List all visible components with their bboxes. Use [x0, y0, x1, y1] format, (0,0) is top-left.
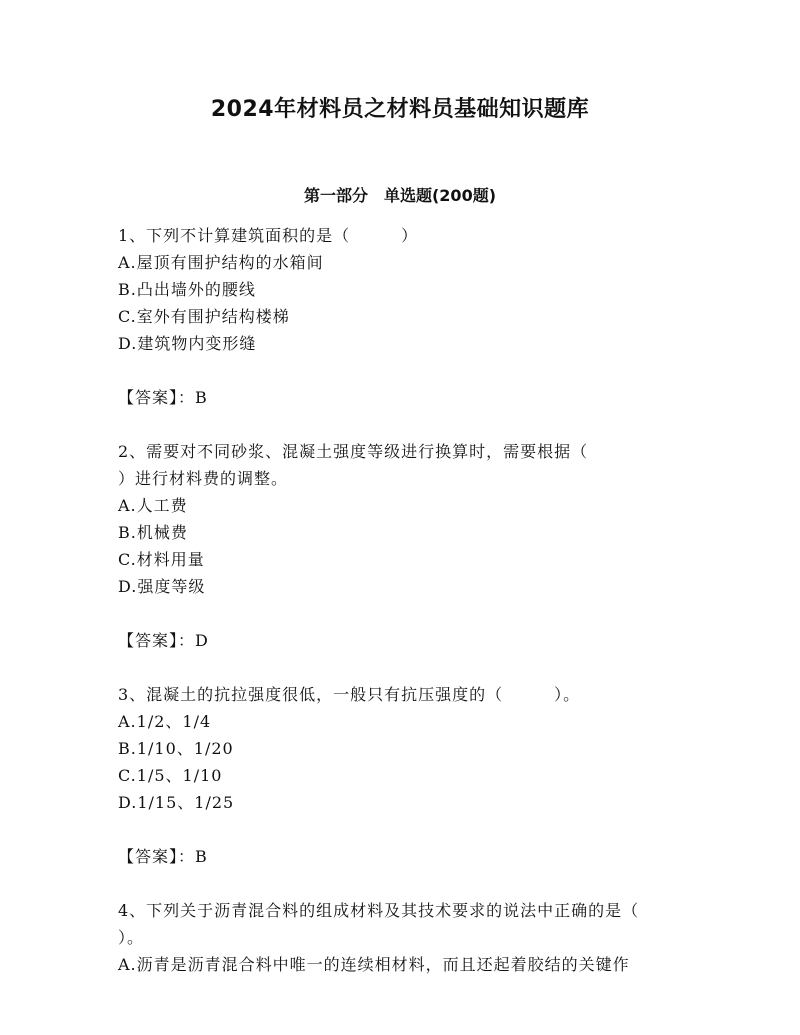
option-b: B.凸出墙外的腰线	[118, 280, 256, 299]
answer-label: 【答案】：B	[118, 847, 208, 866]
question-stem: 4、下列关于沥青混合料的组成材料及其技术要求的说法中正确的是（	[118, 901, 640, 920]
question-2	[118, 438, 688, 681]
section-heading: 第一部分 单选题(200题)	[303, 186, 497, 205]
option-d: D.1/15、1/25	[118, 793, 235, 812]
option-d: D.建筑物内变形缝	[118, 334, 257, 353]
option-a: A.1/2、1/4	[118, 712, 212, 731]
question-4	[118, 897, 688, 978]
question-stem-continued: ）进行材料费的调整。	[118, 469, 289, 488]
question-stem: 3、混凝土的抗拉强度很低，一般只有抗压强度的（ ）。	[118, 685, 581, 704]
option-d: D.强度等级	[118, 577, 206, 596]
option-b: B.机械费	[118, 523, 188, 542]
question-stem: 2、需要对不同砂浆、混凝土强度等级进行换算时，需要根据（	[118, 442, 589, 461]
question-3	[118, 681, 688, 897]
answer-label: 【答案】：B	[118, 388, 208, 407]
option-a: A.屋顶有围护结构的水箱间	[118, 253, 324, 272]
question-stem: 1、下列不计算建筑面积的是（ ）	[118, 226, 419, 245]
option-b: B.1/10、1/20	[118, 739, 234, 758]
answer-label: 【答案】：D	[118, 631, 209, 650]
option-a: A.沥青是沥青混合料中唯一的连续相材料，而且还起着胶结的关键作	[118, 955, 630, 974]
question-1	[118, 222, 688, 438]
option-c: C.材料用量	[118, 550, 205, 569]
option-a: A.人工费	[118, 496, 188, 515]
option-c: C.1/5、1/10	[118, 766, 223, 785]
option-c: C.室外有围护结构楼梯	[118, 307, 290, 326]
document-title: 2024年材料员之材料员基础知识题库	[210, 97, 590, 122]
question-stem-continued: ）。	[118, 928, 145, 947]
question-list	[118, 222, 688, 978]
